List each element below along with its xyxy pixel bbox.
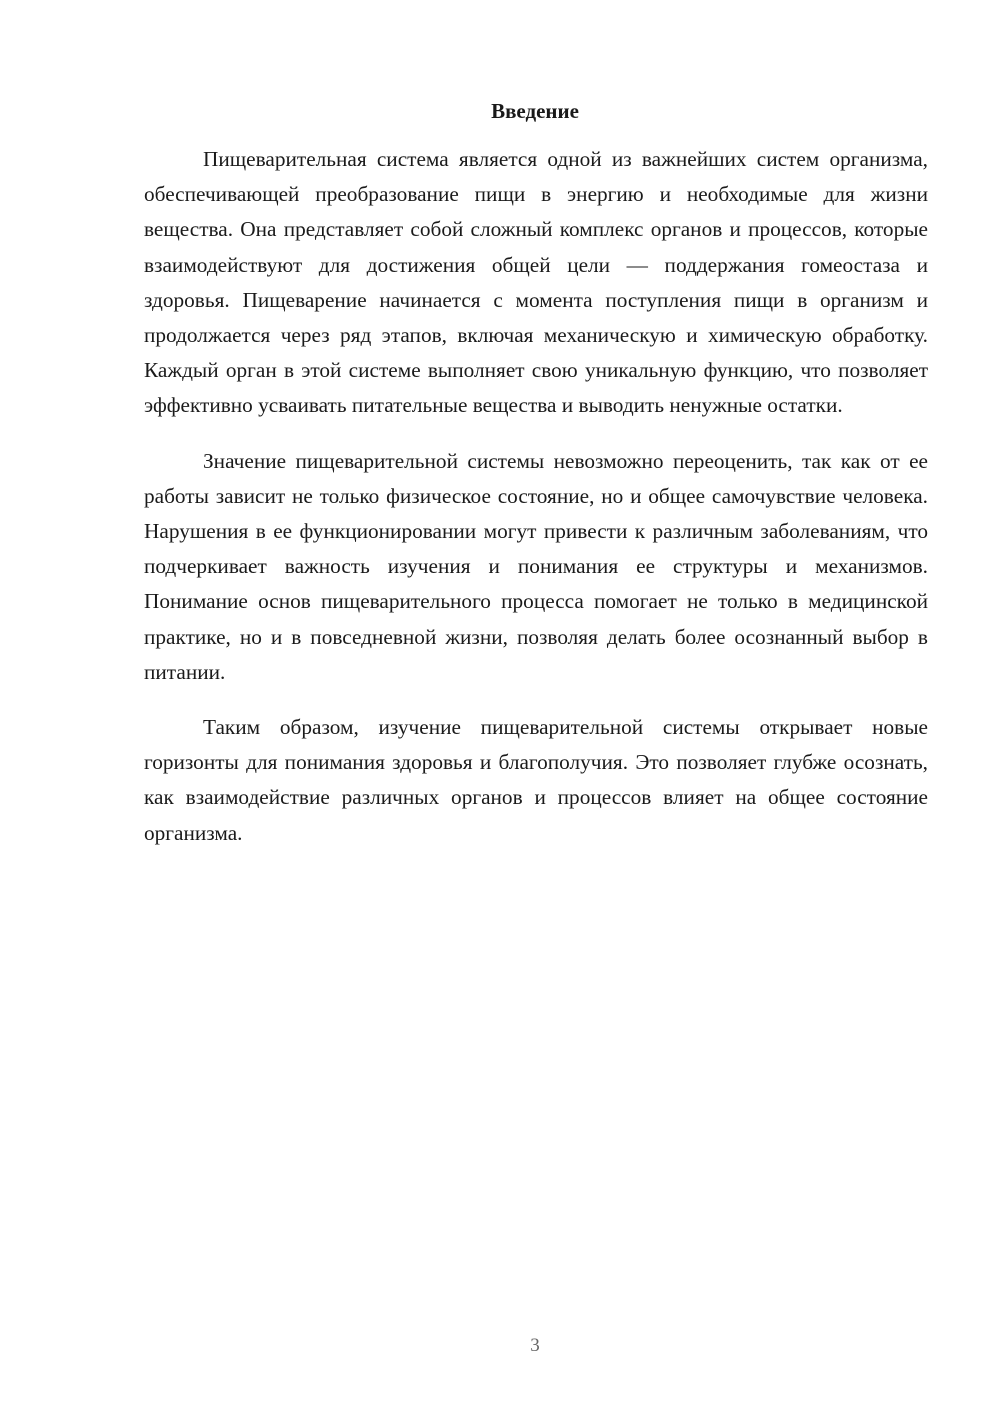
body-text (144, 142, 928, 871)
paragraph-3: Таким образом, изучение пищеварительной системы открывает новые горизонты для понимания здоровья и благополучия. Это позволяет глубже осознать, как взаимодействие различных органов и процессов влияет на общее состояние организма. (144, 715, 928, 845)
section-title: Введение (491, 99, 579, 123)
paragraph-1: Пищеварительная система является одной из важнейших систем организма, обеспечивающей преобразование пищи в энергию и необходимые для жизни вещества. Она представляет собой сложный комплекс органов и процессов, которые взаимодействуют для достижения общей цели — поддержания гомеостаза и здоровья. Пищеварение начинается с момента поступления пищи в организм и продолжается через ряд этапов, включая механическую и химическую обработку. Каждый орган в этой системе выполняет свою уникальную функцию, что позволяет эффективно усваивать питательные вещества и выводить ненужные остатки. (144, 147, 928, 418)
paragraph-2: Значение пищеварительной системы невозможно переоценить, так как от ее работы зависит не только физическое состояние, но и общее самочувствие человека. Нарушения в ее функционировании могут привести к различным заболеваниям, что подчеркивает важность изучения и понимания ее структуры и механизмов. Понимание основ пищеварительного процесса помогает не только в медицинской практике, но и в повседневной жизни, позволяя делать более осознанный выбор в питании. (144, 448, 928, 684)
page-number: 3 (530, 1335, 540, 1356)
